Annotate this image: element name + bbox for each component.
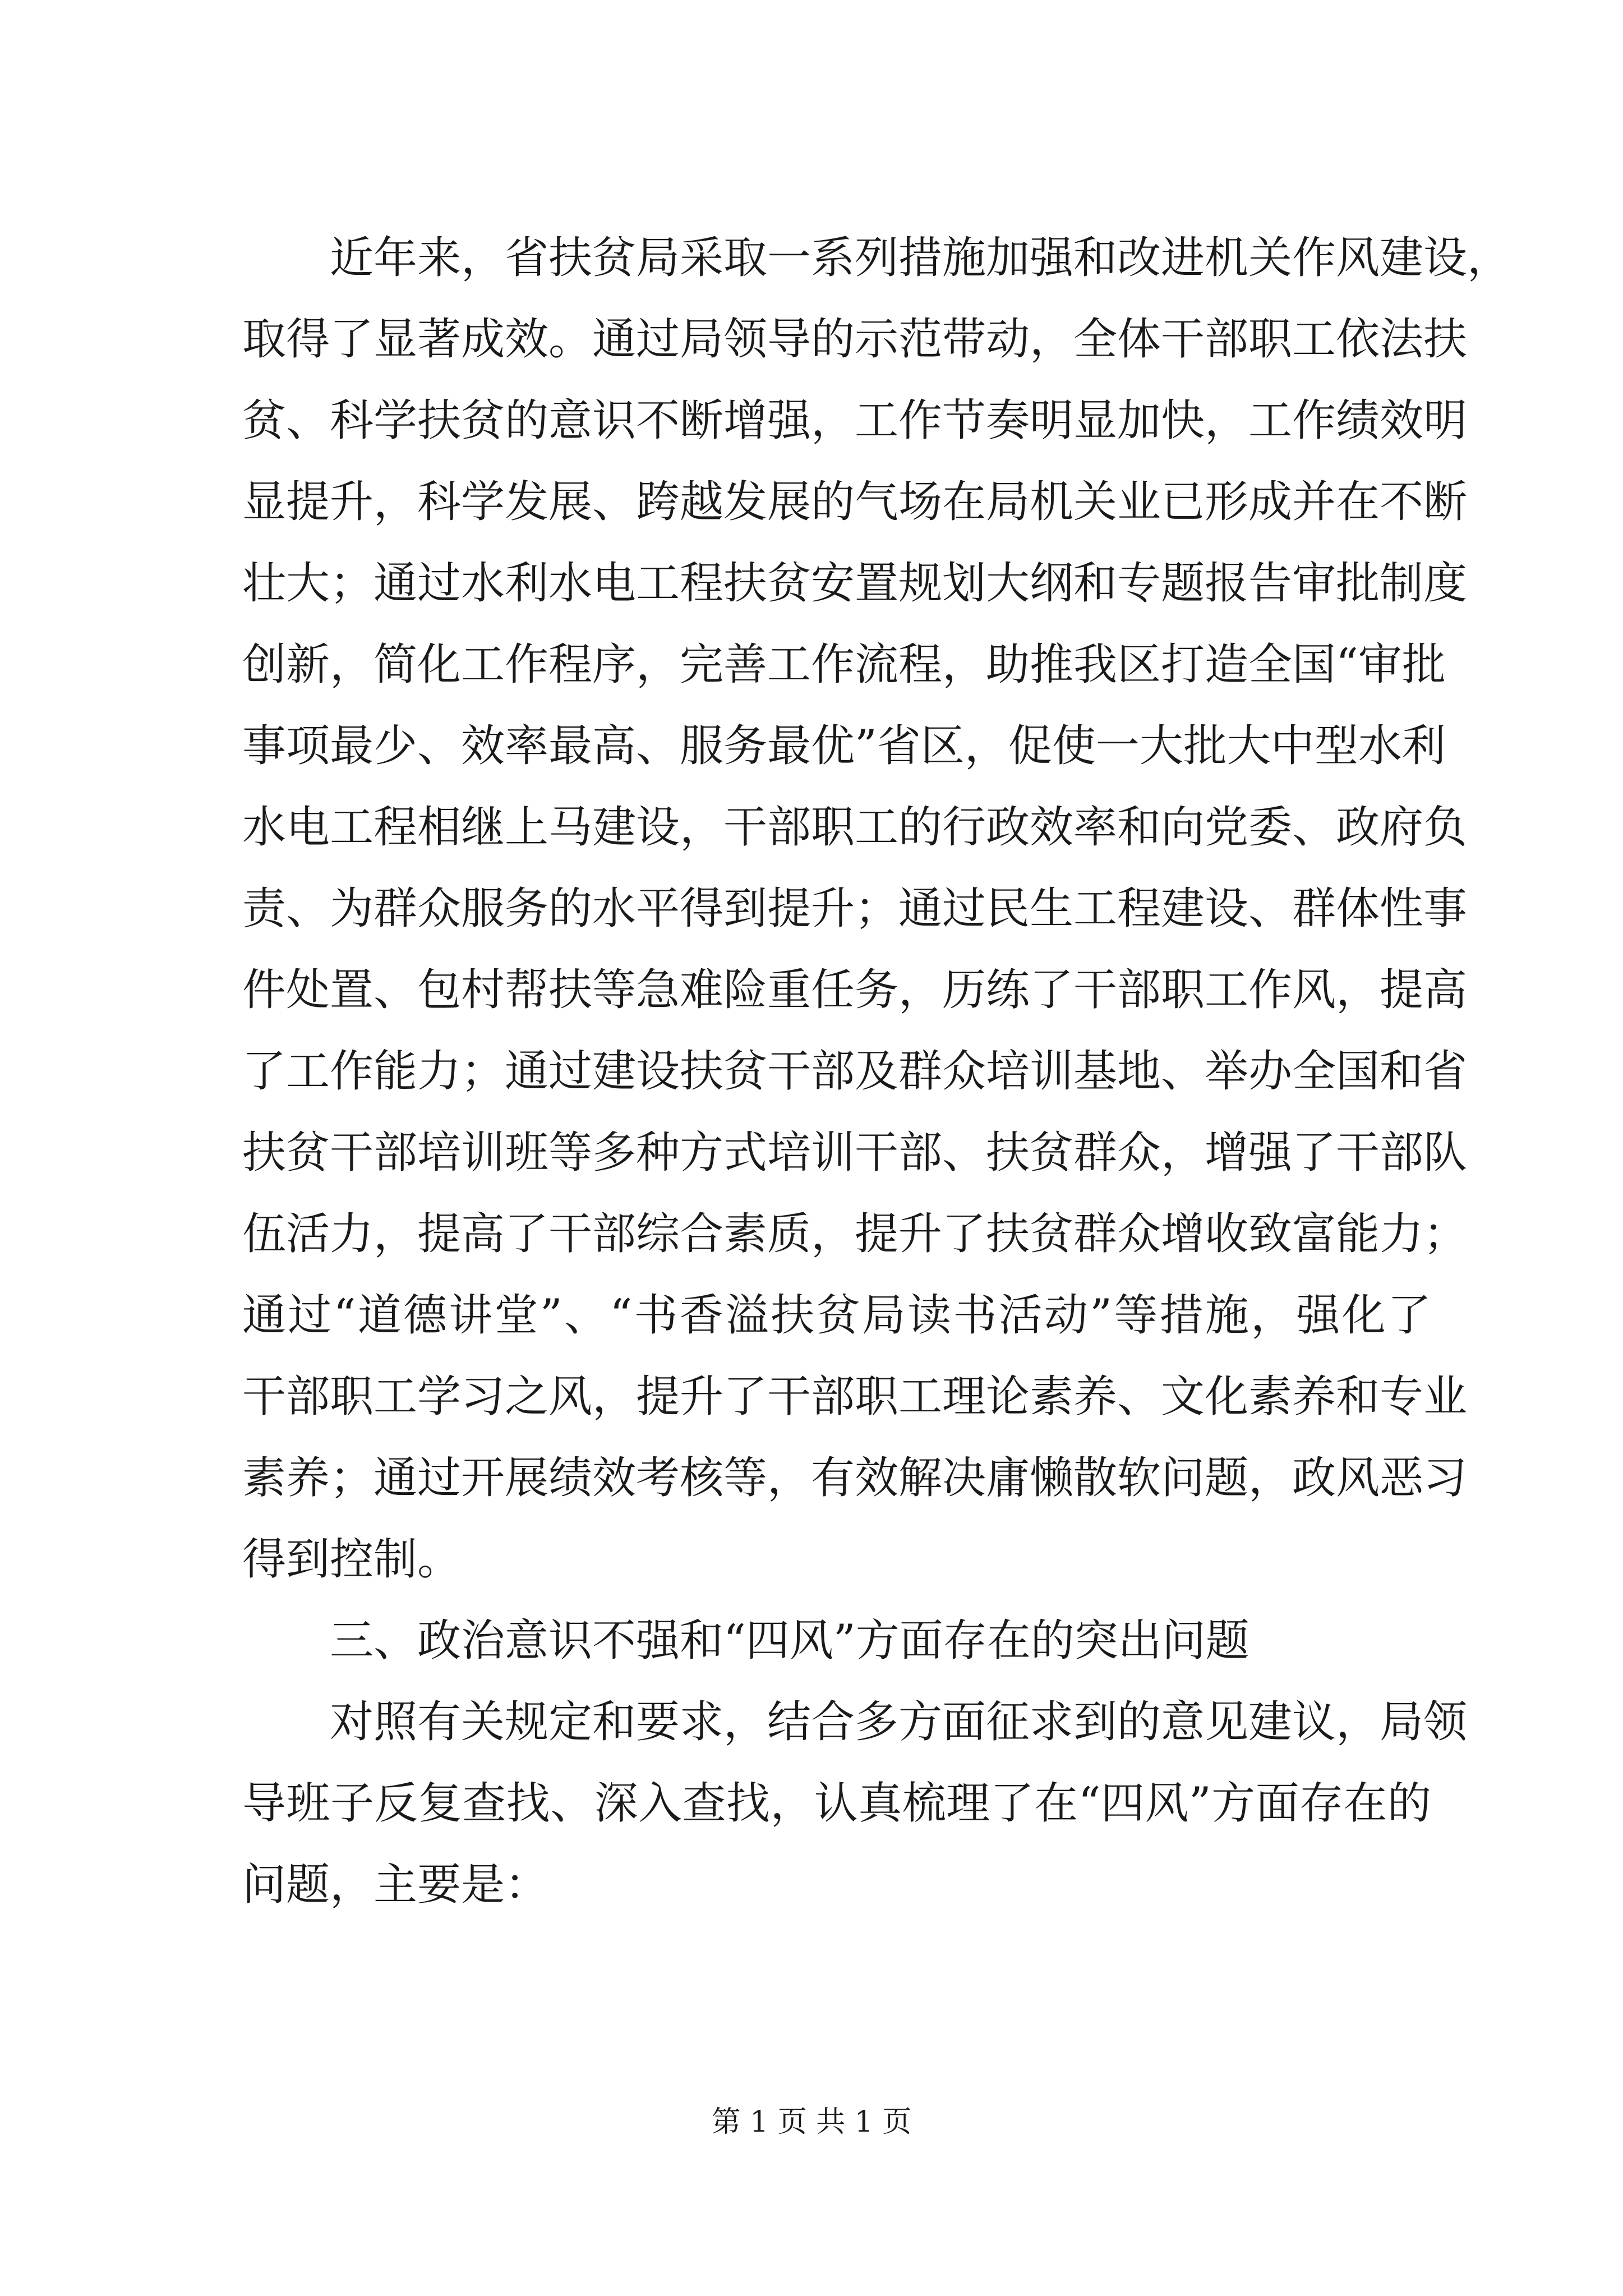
paragraph-line: 素养；通过开展绩效考核等，有效解决庸懒散软问题，政风恶习 — [242, 1453, 1468, 1503]
paragraph-line: 通过“道德讲堂”、“书香溢扶贫局读书活动”等措施，强化了 — [242, 1290, 1431, 1341]
paragraph-line: 显提升，科学发展、跨越发展的气场在局机关业已形成并在不断 — [242, 477, 1468, 527]
paragraph-line: 近年来，省扶贫局采取一系列措施加强和改进机关作风建设， — [330, 233, 1511, 283]
paragraph-line: 责、为群众服务的水平得到提升；通过民生工程建设、群体性事 — [242, 884, 1468, 934]
page-number-footer: 第 1 页 共 1 页 — [711, 2105, 912, 2139]
paragraph-line: 了工作能力；通过建设扶贫干部及群众培训基地、举办全国和省 — [242, 1046, 1468, 1097]
paragraph-line: 事项最少、效率最高、服务最优”省区，促使一大批大中型水利 — [242, 721, 1446, 771]
paragraph-line: 得到控制。 — [242, 1534, 462, 1585]
paragraph-line: 水电工程相继上马建设，干部职工的行政效率和向党委、政府负 — [242, 802, 1468, 853]
document-body — [242, 218, 1511, 1926]
paragraph-line: 取得了显著成效。通过局领导的示范带动，全体干部职工依法扶 — [242, 314, 1468, 365]
paragraph-line: 干部职工学习之风，提升了干部职工理论素养、文化素养和专业 — [242, 1372, 1468, 1422]
paragraph-line: 问题，主要是： — [242, 1860, 549, 1910]
paragraph-line: 件处置、包村帮扶等急难险重任务，历练了干部职工作风，提高 — [242, 965, 1468, 1015]
section-heading: 三、政治意识不强和“四风”方面存在的突出问题 — [330, 1616, 1249, 1666]
paragraph-line: 导班子反复查找、深入查找，认真梳理了在“四风”方面存在的 — [242, 1778, 1431, 1829]
paragraph-line: 贫、科学扶贫的意识不断增强，工作节奏明显加快，工作绩效明 — [242, 395, 1468, 446]
paragraph-line: 对照有关规定和要求，结合多方面征求到的意见建议，局领 — [330, 1697, 1468, 1747]
paragraph-line: 扶贫干部培训班等多种方式培训干部、扶贫群众，增强了干部队 — [242, 1128, 1468, 1178]
paragraph-line: 伍活力，提高了干部综合素质，提升了扶贫群众增收致富能力； — [242, 1209, 1468, 1259]
paragraph-line: 创新，简化工作程序，完善工作流程，助推我区打造全国“审批 — [242, 639, 1446, 690]
paragraph-line: 壮大；通过水利水电工程扶贫安置规划大纲和专题报告审批制度 — [242, 558, 1468, 609]
